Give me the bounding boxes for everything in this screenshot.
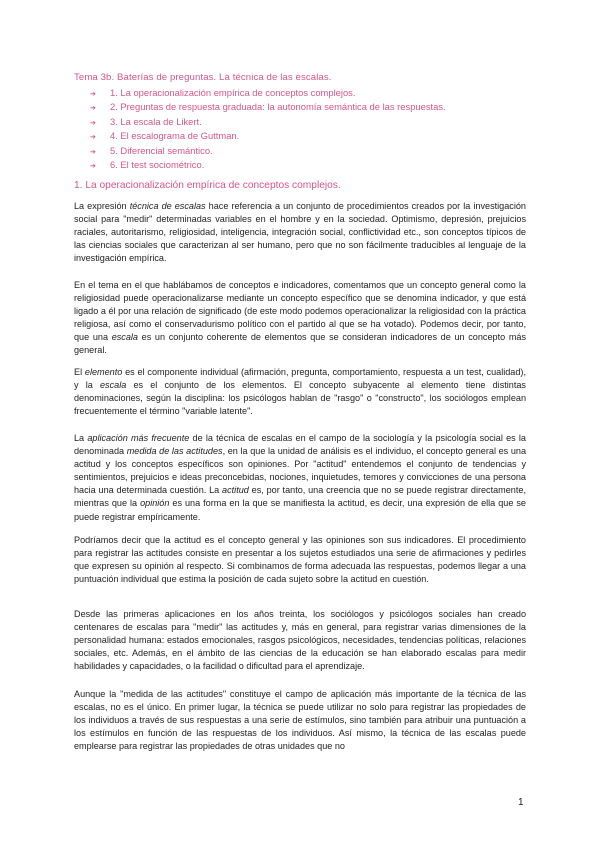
toc-item-label: 2. Preguntas de respuesta graduada: la autonomía semántica de las respuestas. xyxy=(110,101,446,113)
arrow-bullet-icon: ➔ xyxy=(90,119,96,127)
page-number: 1 xyxy=(518,797,524,808)
toc-item[interactable] xyxy=(90,86,446,100)
text-run: La expresión xyxy=(74,201,130,211)
toc-item-label: 3. La escala de Likert. xyxy=(110,115,202,127)
arrow-bullet-icon: ➔ xyxy=(90,134,96,142)
toc-item-label: 6. El test sociométrico. xyxy=(110,158,205,170)
paragraph xyxy=(74,608,526,673)
text-run: En el tema en el que hablábamos de conceptos e indicadores, comentamos que un concepto general como la religiosidad puede operacionalizarse mediante un concepto específico que se denomina indicador, y que está ligado a él por una relación de significado (de este modo podemos operacionalizar la religiosidad con la práctica religiosa, así como el conservadurismo político con el partido al que se ha votado). Podemos decir, por tanto, que una xyxy=(74,280,526,343)
paragraph xyxy=(74,279,526,358)
table-of-contents xyxy=(90,86,446,172)
section-heading: 1. La operacionalización empírica de conceptos complejos. xyxy=(74,180,341,191)
arrow-bullet-icon: ➔ xyxy=(90,148,96,156)
emphasis-text: escala xyxy=(111,332,138,343)
text-run: Podríamos decir que la actitud es el concepto general y las opiniones son sus indicadores. El procedimiento para registrar las actitudes consiste en presentar a los sujetos estudiados una serie de afirmaciones y pedirles que expresen su opinión al respecto. Si combinamos de forma adecuada las respuestas, podemos llegar a una puntuación individual que estima la posición de cada sujeto sobre la actitud en cuestión. xyxy=(74,535,526,585)
toc-title: Tema 3b. Baterías de preguntas. La técnica de las escalas. xyxy=(74,72,332,83)
emphasis-text: escala xyxy=(99,380,127,391)
paragraph xyxy=(74,688,526,753)
paragraph xyxy=(74,200,526,265)
toc-item-label: 5. Diferencial semántico. xyxy=(110,144,213,156)
arrow-bullet-icon: ➔ xyxy=(90,162,96,170)
toc-item[interactable] xyxy=(90,129,446,143)
arrow-bullet-icon: ➔ xyxy=(90,105,96,113)
text-run: La xyxy=(74,433,88,443)
paragraph xyxy=(74,366,526,418)
toc-item-label: 4. El escalograma de Guttman. xyxy=(110,130,240,142)
arrow-bullet-icon: ➔ xyxy=(90,91,96,98)
toc-item[interactable] xyxy=(90,144,446,158)
emphasis-text: medida de las actitudes xyxy=(126,446,223,457)
toc-item[interactable] xyxy=(90,115,446,129)
toc-item[interactable] xyxy=(90,100,446,114)
text-run: es un conjunto coherente de elementos que se consideran indicadores de un concepto más general. xyxy=(74,332,526,356)
text-run: es el conjunto de los elementos. El concepto subyacente al elemento tiene distintas denominaciones, según la disciplina: los psicólogos hablan de "rasgo" o "constructo", los sociólogos emplean frecuentemente el término "variable latente". xyxy=(74,380,526,417)
text-run: de la técnica de escalas en el campo de la sociología y la psicología social es la denominada xyxy=(74,433,526,457)
toc-item[interactable] xyxy=(90,158,446,172)
emphasis-text: elemento xyxy=(84,367,123,377)
text-run: es el componente individual (afirmación, pregunta, comportamiento, respuesta a un test, cualidad), y la xyxy=(74,367,526,391)
paragraph xyxy=(74,534,526,586)
text-run: El xyxy=(74,367,85,377)
emphasis-text: actitud xyxy=(222,485,249,496)
paragraph xyxy=(74,432,526,524)
emphasis-text: técnica de escalas xyxy=(129,201,206,211)
emphasis-text: aplicación más frecuente xyxy=(87,433,190,443)
text-run: Desde las primeras aplicaciones en los años treinta, los sociólogos y psicólogos sociales han creado centenares de escalas para "medir" las actitudes y, más en general, para registrar varias dimensiones de la personalidad humana: estados emocionales, rasgos psicológicos, necesidades, tendencias políticas, relaciones sociales, etc. Además, en el ámbito de las ciencias de la educación se han elaborado escalas para medir habilidades y capacidades, o la facilidad o dificultad para el aprendizaje. xyxy=(74,609,526,672)
text-run: Aunque la "medida de las actitudes" constituye el campo de aplicación más importante de la técnica de las escalas, no es el único. En primer lugar, la técnica se puede utilizar no solo para registrar las propiedades de los individuos a través de sus respuestas a una serie de estímulos, sino también para atribuir una puntuación a los estímulos en función de las respuestas de los individuos. Así mismo, la técnica de las escalas puede emplearse para registrar las propiedades de otras unidades que no xyxy=(74,689,526,752)
text-run: hace referencia a un conjunto de procedimientos creados por la investigación social para "medir" determinadas variables en el hombre y en la sociedad. Optimismo, depresión, prejuicios raciales, autoritarismo, religiosidad, inteligencia, integración social, conflictividad etc., son conceptos típicos de las ciencias sociales que caracterizan al ser humano, pero que no son fácilmente traducibles al lenguaje de la investigación empírica. xyxy=(74,201,526,264)
text-run: , en la que la unidad de análisis es el individuo, el concepto general es una actitud y los conceptos específicos son opiniones. Por "actitud" entendemos el conjunto de tendencias y sentimientos, prejuicios e ideas preconcebidas, nociones, inquietudes, temores y convicciones de una persona hacia una determinada cuestión. La xyxy=(74,446,527,496)
text-run: es, por tanto, una creencia que no se puede registrar directamente, mientras que la xyxy=(74,485,526,509)
text-run: es una forma en la que se manifiesta la actitud, es decir, una expresión de ella que se puede registrar empíricamente. xyxy=(74,498,526,522)
toc-item-label: 1. La operacionalización empírica de conceptos complejos. xyxy=(110,87,356,98)
emphasis-text: opinión xyxy=(140,498,170,509)
